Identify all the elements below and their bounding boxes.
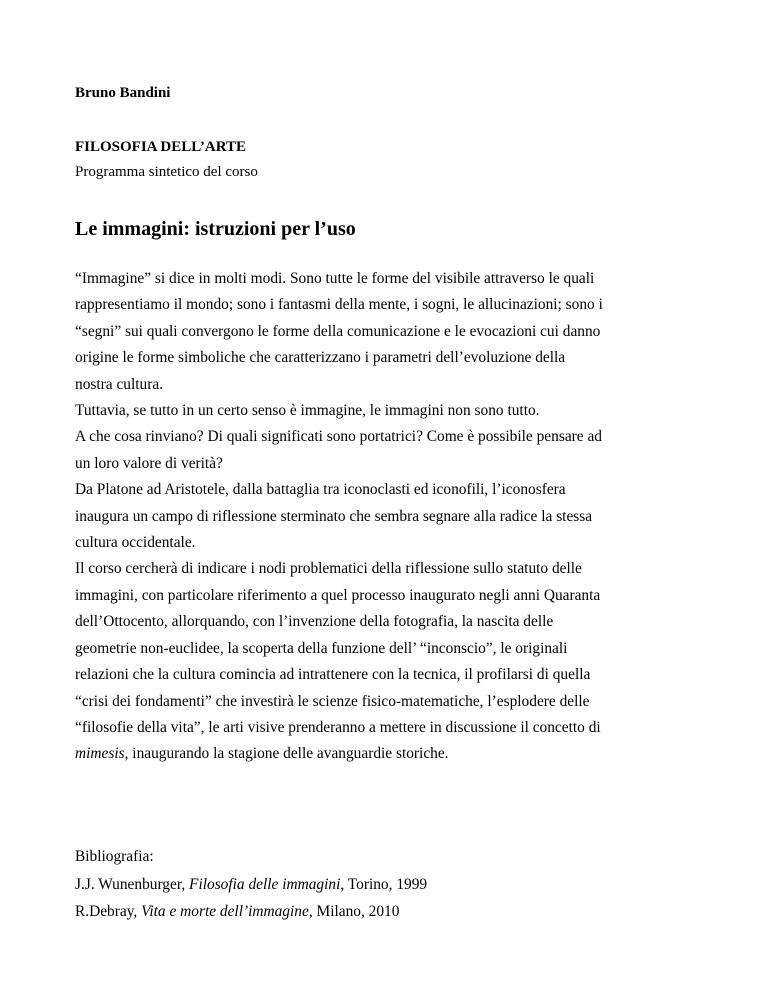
entry-publication: , Torino, 1999: [340, 875, 428, 893]
bibliography-entry: [75, 898, 427, 926]
entry-publication: , Milano, 2010: [308, 903, 400, 920]
body-line: “segni” sui quali convergono le forme della comunicazione e le evocazioni cui danno: [75, 322, 601, 340]
bibliography-label: Bibliografia:: [75, 848, 154, 865]
body-line: “crisi dei fondamenti” che investirà le scienze fisico-matematiche, l’esplodere delle: [75, 692, 590, 710]
body-line: Tuttavia, se tutto in un certo senso è immagine, le immagini non sono tutto.: [75, 402, 540, 420]
body-line: rappresentiamo il mondo; sono i fantasmi della mente, i sogni, le allucinazioni; sono i: [75, 296, 603, 314]
body-line: Da Platone ad Aristotele, dalla battaglia tra iconoclasti ed iconofili, l’iconosfera: [75, 481, 566, 499]
course-title: FILOSOFIA DELL’ARTE: [75, 139, 247, 155]
body-line: Il corso cercherà di indicare i nodi problematici della riflessione sullo statuto delle: [75, 560, 582, 578]
body-line: “filosofie della vita”, le arti visive prenderanno a mettere in discussione il concetto di: [75, 718, 601, 736]
body-line: geometrie non-euclidee, la scoperta della funzione dell’ “inconscio”, le originali: [75, 639, 568, 657]
body-line: immagini, con particolare riferimento a quel processo inaugurato negli anni Quaranta: [75, 586, 601, 604]
entry-title: Filosofia delle immagini: [189, 875, 341, 893]
body-line: un loro valore di verità?: [75, 454, 223, 472]
author-name: Bruno Bandini: [75, 85, 171, 101]
bibliography: [75, 843, 427, 926]
course-subtitle: Programma sintetico del corso: [75, 164, 258, 180]
body-line: relazioni che la cultura comincia ad intrattenere con la tecnica, il profilarsi di quella: [75, 666, 591, 684]
body-paragraph: [75, 266, 735, 768]
body-line: dell’Ottocento, allorquando, con l’invenzione della fotografia, la nascita delle: [75, 613, 554, 631]
entry-author: J.J. Wunenburger,: [75, 875, 190, 893]
body-line: [75, 741, 735, 767]
body-line-rest: , inaugurando la stagione delle avanguardie storiche.: [124, 745, 449, 763]
bibliography-entry: [75, 871, 427, 899]
section-heading: Le immagini: istruzioni per l’uso: [75, 218, 356, 240]
body-line: origine le forme simboliche che caratterizzano i parametri dell’evoluzione della: [75, 349, 566, 367]
entry-title: Vita e morte dell’immagine: [141, 903, 309, 920]
italic-term: mimesis: [75, 745, 125, 763]
body-line: A che cosa rinviano? Di quali significati sono portatrici? Come è possibile pensare ad: [75, 428, 602, 446]
body-line: cultura occidentale.: [75, 534, 196, 552]
body-line: inaugura un campo di riflessione sterminato che sembra segnare alla radice la stessa: [75, 507, 593, 525]
entry-author: R.Debray,: [75, 903, 142, 920]
body-line: nostra cultura.: [75, 375, 164, 393]
body-line: “Immagine” si dice in molti modi. Sono tutte le forme del visibile attraverso le quali: [75, 270, 595, 287]
